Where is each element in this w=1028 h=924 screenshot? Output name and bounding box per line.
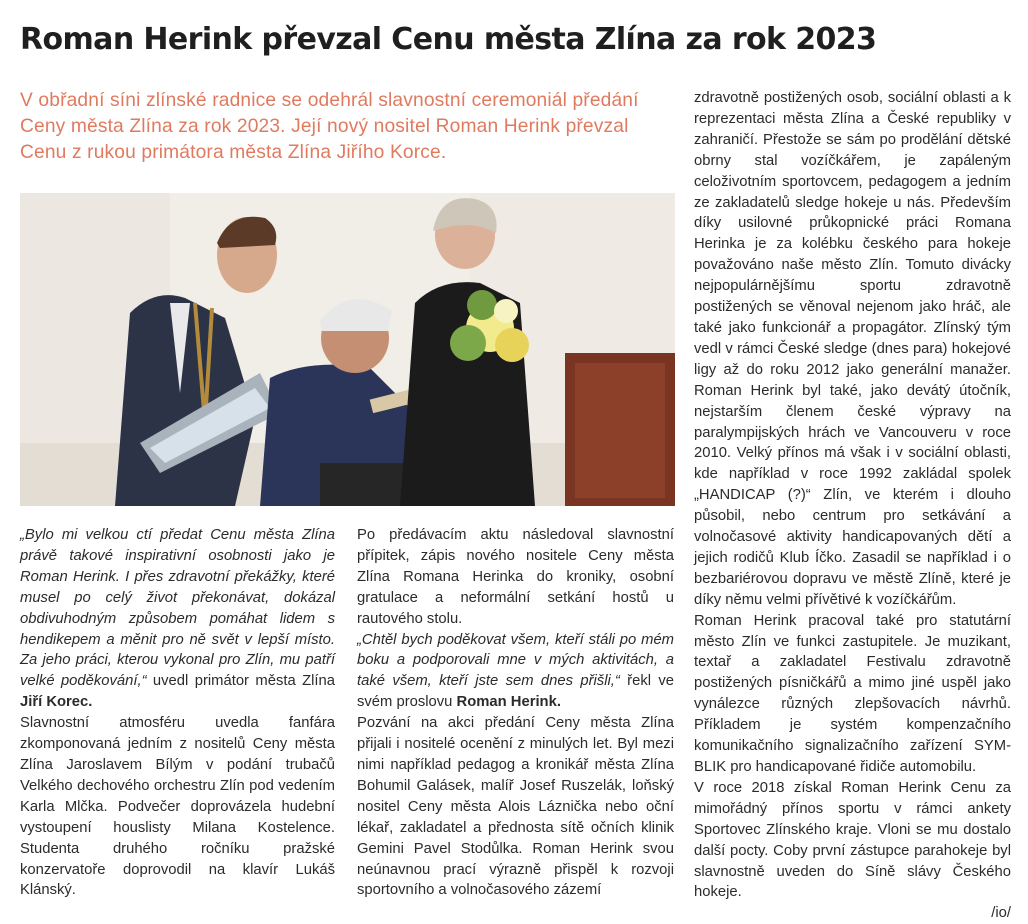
korec-name: Jiří Korec. <box>20 694 93 711</box>
award-ceremony-photo <box>20 193 675 506</box>
korec-quote: „Bylo mi velkou ctí předat Cenu města Zlína právě takové inspirativní osobnosti jako je Roman Herink. I přes zdravotní překážky, které musel po celý život překonávat, dokázal obdivuhodným způsobem pomáhat lidem s hendikepem a měnit pro ně svět v lepší místo. Za jeho práci, kterou vykonal pro Zlín, mu patří velké poděkování,“ <box>20 527 335 690</box>
column-2 <box>357 525 674 901</box>
toast-paragraph: Po předávacím aktu následoval slavnostní přípitek, zápis nového nositele Ceny města Zlína Romana Herinka do kroniky, osobní gratulace a neformální setkání hostů u rautového stolu. <box>357 527 674 627</box>
guests-paragraph: Pozvání na akci předání Ceny města Zlína přijali i nositelé ocenění z minulých let. Byl mezi nimi například pedagog a kronikář města Zlína Bohumil Galásek, malíř Josef Ruszelák, loňský nositel Ceny města Alois Láznička nebo oční lékař, zakladatel a přednosta sítě očních klinik Gemini Pavel Stodůlka. Roman Herink svou neúnavnou prací výrazně přispěl k rozvoji sportovního a volnočasového zázemí <box>357 715 674 899</box>
column-3 <box>694 88 1011 924</box>
biography-paragraph: zdravotně postižených osob, sociální oblasti a k reprezentaci města Zlína a České republiky v zahraničí. Přestože se sám po prodělání dětské obrny stal vozíčkářem, je zapáleným celoživotním sportovcem, pedagogem a jedním ze zakladatelů sledge hokeje u nás. Především díky usilovné průkopnické práci Romana Herinka je za kolébku českého para hokeje považováno naše město Zlín. Tomuto divácky nejpopulárnějšímu sportu zdravotně postižených se věnoval nejenom jako hráč, ale také jako funkcionář a propagátor. Zlínský tým vedl v rámci České sledge (dnes para) hokejové ligy až do roku 2012 jako generální manažer. Roman Herink byl také, jako devátý útočník, nejstarším členem české výpravy na paralympijských hrách ve Vancouveru v roce 2010. Velký přínos má však i v sociální oblasti, kde například v roce 1992 zakládal spolek „HANDICAP (?)“ Zlín, ve kterém i dlouho působil, nebo centrum pro setkávání a volnočasové aktivity handicapovaných dětí a jejich rodičů Klub Íčko. Zasadil se například i o bezbariérovou dopravu ve městě Zlíně, které je díky němu velmi přívětivé k vozíčkářům. <box>694 90 1011 608</box>
article-lead: V obřadní síni zlínské radnice se odehrál slavnostní ceremoniál předání Ceny města Zlína za rok 2023. Její nový nositel Roman Herink převzal Cenu z rukou primátora města Zlína Jiřího Korce. <box>20 90 639 163</box>
korec-attribution: uvedl primátor města Zlína <box>146 673 335 690</box>
herink-name: Roman Herink. <box>456 694 561 711</box>
herink-attribution: řekl ve svém proslovu <box>357 673 674 711</box>
councillor-paragraph: Roman Herink pracoval také pro statutární město Zlín ve funkci zastupitele. Je muzikant, textař a zakladatel Festivalu zdravotně postižených písničkářů a mimo jiné uspěl jako vynálezce různých zlepšovacích návrhů. Příkladem je systém kompenzačního komunikačního signalizačního zařízení SYM-BLIK pro handicapované řidiče automobilu. <box>694 612 1011 775</box>
awards-paragraph: V roce 2018 získal Roman Herink Cenu za mimořádný přínos sportu v rámci ankety Sportovec Zlínského kraje. Vloni se mu dostalo další pocty. Coby první zástupce parahokeje byl slavnostně uveden do Síně slávy Českého hokeje. <box>694 779 1011 901</box>
herink-quote-paragraph <box>357 630 674 714</box>
fanfare-paragraph: Slavnostní atmosféru uvedla fanfára zkomponovaná jedním z nositelů Ceny města Zlína Jaroslavem Bílým v podání trubačů Velkého dechového orchestru Zlín pod vedením Karla Mlčka. Podvečer doprovázela hudební vystoupení houslisty Milana Kostelence. Studenta druhého ročníku pražské konzervatoře doprovodil na klavír Lukáš Klánský. <box>20 715 335 899</box>
author-signature: /io/ <box>991 905 1011 922</box>
korec-quote-paragraph <box>20 525 335 713</box>
column-1 <box>20 525 335 901</box>
article-title: Roman Herink převzal Cenu města Zlína za rok 2023 <box>20 22 877 57</box>
herink-quote: „Chtěl bych poděkovat všem, kteří stáli po mém boku a podporovali mne v mých aktivitách, a také všem, kteří jste sem dnes přišli,“ <box>357 631 674 690</box>
